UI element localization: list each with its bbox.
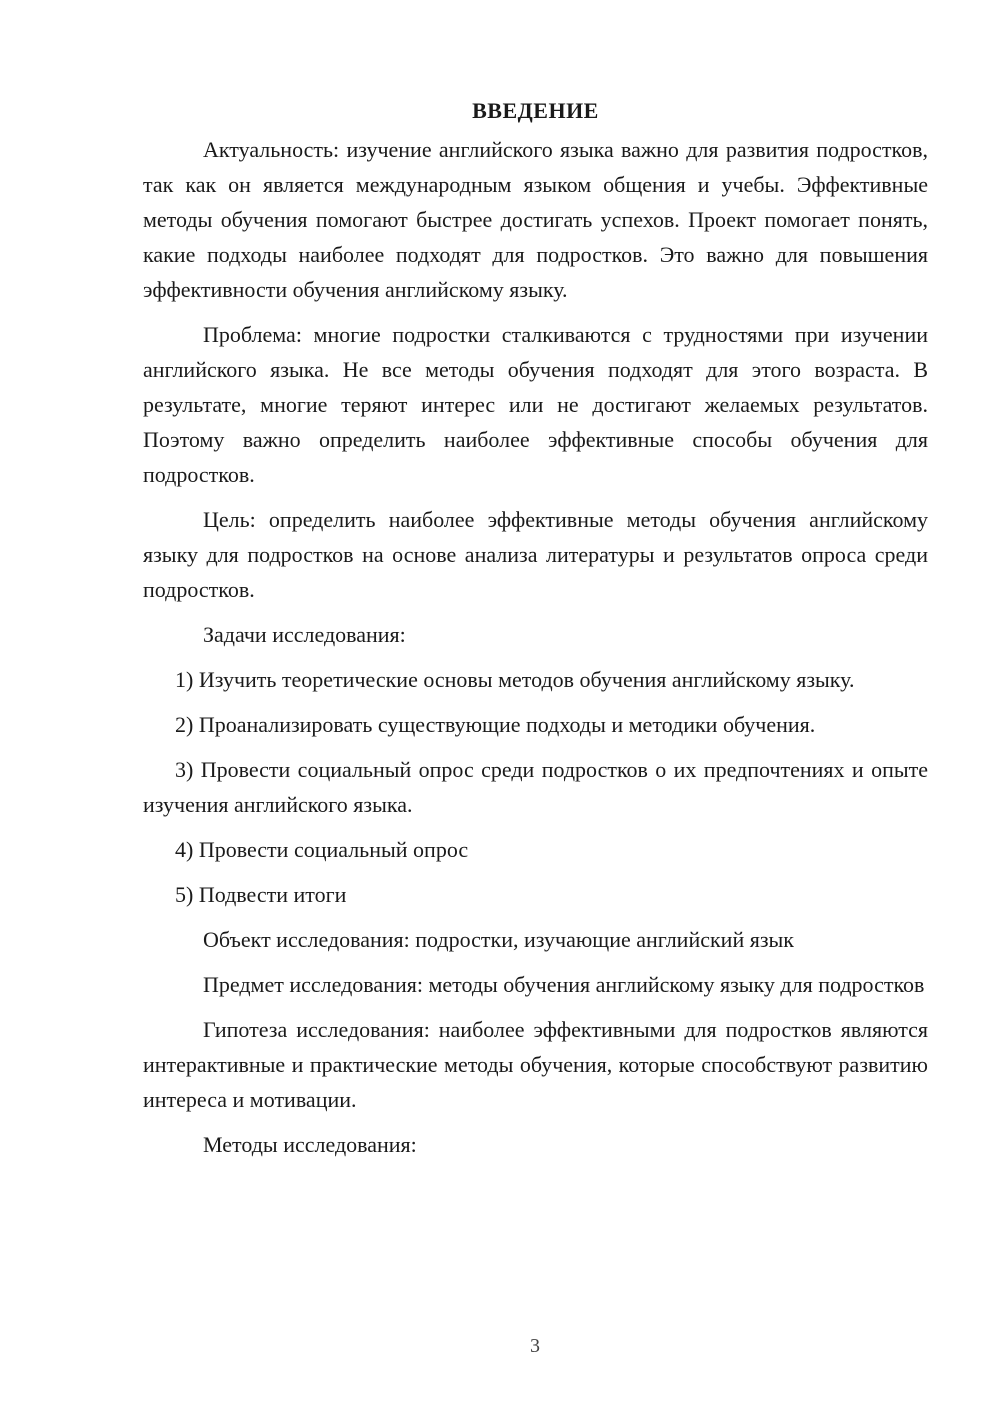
task-item-2: 2) Проанализировать существующие подходы и методики обучения. [175,712,816,737]
paragraph-object: Объект исследования: подростки, изучающие английский язык [203,927,794,952]
document-page [143,96,928,1172]
paragraph-tasks-title: Задачи исследования: [203,622,406,647]
task-item-3: 3) Провести социальный опрос среди подростков о их предпочтениях и опыте изучения английского языка. [143,757,928,817]
task-item-5: 5) Подвести итоги [175,882,347,907]
paragraph-relevance: Актуальность: изучение английского языка важно для развития подростков, так как он является международным языком общения и учебы. Эффективные методы обучения помогают быстрее достигать успехов. Проект помогает понять, какие подходы наиболее подходят для подростков. Это важно для повышения эффективности обучения английскому языку. [143,137,928,302]
page-number: 3 [530,1335,540,1357]
paragraph-subject: Предмет исследования: методы обучения английскому языку для подростков [203,972,925,997]
paragraph-hypothesis: Гипотеза исследования: наиболее эффективными для подростков являются интерактивные и практические методы обучения, которые способствуют развитию интереса и мотивации. [143,1017,928,1112]
section-heading: ВВЕДЕНИЕ [472,98,599,123]
paragraph-problem: Проблема: многие подростки сталкиваются с трудностями при изучении английского языка. Не все методы обучения подходят для этого возраста. В результате, многие теряют интерес или не достигают желаемых результатов. Поэтому важно определить наиболее эффективные способы обучения для подростков. [143,322,928,487]
paragraph-goal: Цель: определить наиболее эффективные методы обучения английскому языку для подростков на основе анализа литературы и результатов опроса среди подростков. [143,507,928,602]
task-item-4: 4) Провести социальный опрос [175,837,469,862]
paragraph-methods: Методы исследования: [203,1132,417,1157]
task-item-1: 1) Изучить теоретические основы методов обучения английскому языку. [175,667,855,692]
